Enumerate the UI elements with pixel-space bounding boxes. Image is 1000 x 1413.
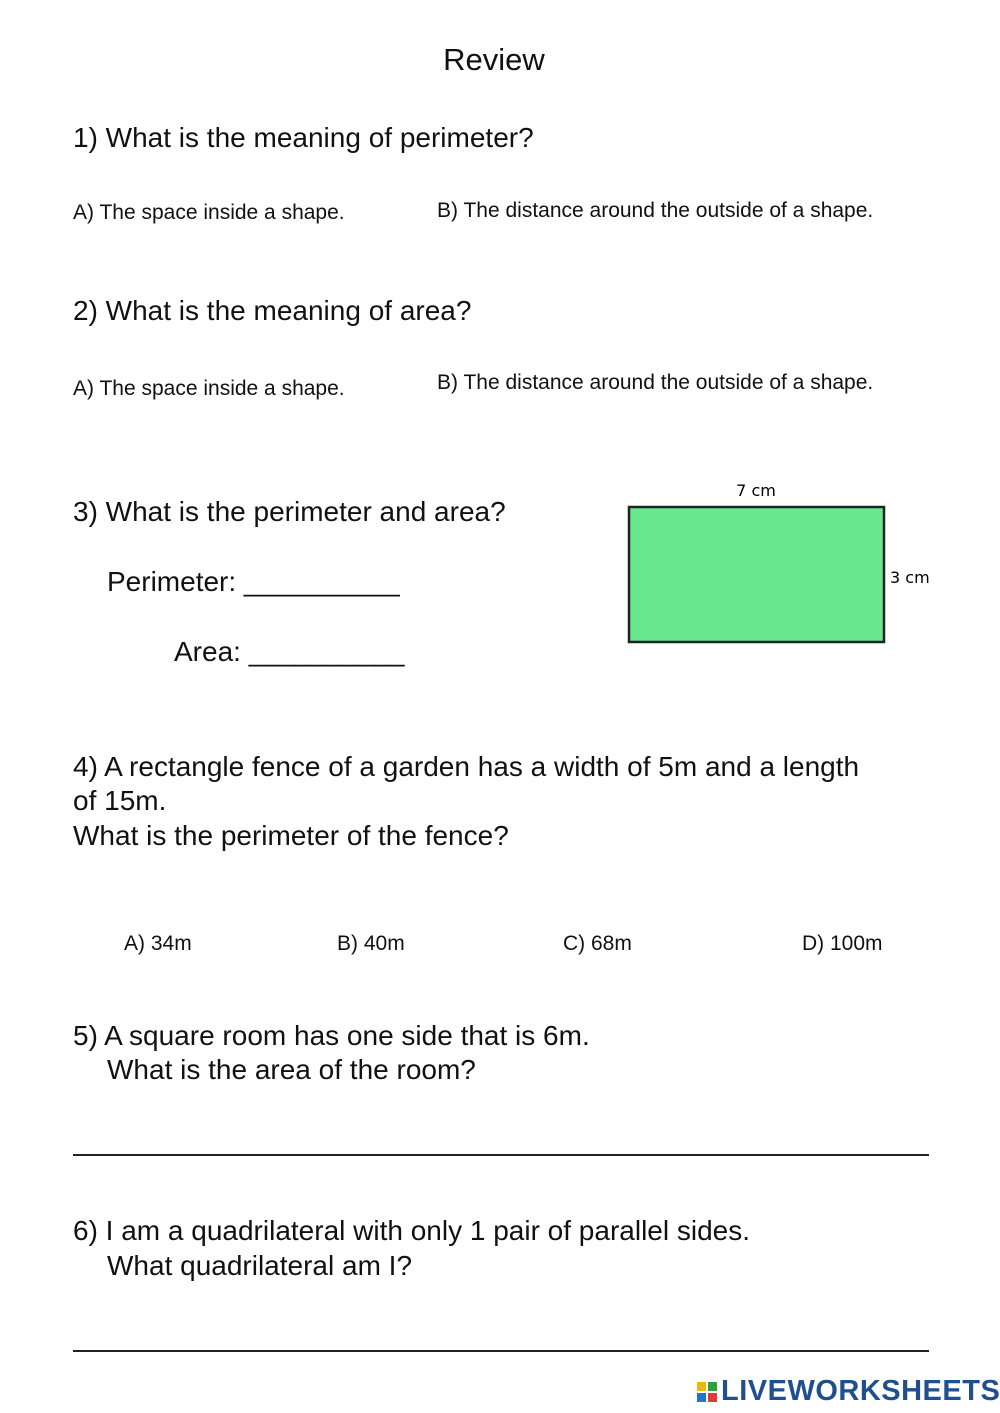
- question-4-line-3: What is the perimeter of the fence?: [73, 820, 509, 851]
- question-4-line-1: 4) A rectangle fence of a garden has a width of 5m and a length: [73, 751, 860, 782]
- q1-option-b[interactable]: B) The distance around the outside of a shape.: [437, 199, 874, 222]
- question-6-line-1: 6) I am a quadrilateral with only 1 pair of parallel sides.: [73, 1215, 751, 1246]
- q4-option-b[interactable]: B) 40m: [337, 932, 405, 955]
- question-1: 1) What is the meaning of perimeter?: [73, 122, 534, 153]
- q6-answer-line[interactable]: [73, 1350, 929, 1352]
- perimeter-answer-field[interactable]: Perimeter: __________: [107, 566, 400, 597]
- question-6-line-2: What quadrilateral am I?: [107, 1250, 413, 1281]
- question-5-line-1: 5) A square room has one side that is 6m.: [73, 1020, 590, 1051]
- rect-height-label: 3 cm: [890, 568, 930, 587]
- question-5-line-2: What is the area of the room?: [107, 1054, 476, 1085]
- q4-option-a[interactable]: A) 34m: [124, 932, 192, 955]
- q4-option-c[interactable]: C) 68m: [563, 932, 632, 955]
- page-title: Review: [443, 42, 545, 77]
- logo-text: LIVEWORKSHEETS: [721, 1375, 1000, 1407]
- q1-option-a[interactable]: A) The space inside a shape.: [73, 201, 345, 224]
- q4-option-d[interactable]: D) 100m: [802, 932, 883, 955]
- area-answer-field[interactable]: Area: __________: [174, 636, 405, 667]
- liveworksheets-logo-icon: [697, 1382, 717, 1402]
- liveworksheets-logo: [697, 1375, 1000, 1408]
- rectangle-diagram: [600, 470, 960, 660]
- question-4-line-2: of 15m.: [73, 785, 167, 816]
- q2-option-b[interactable]: B) The distance around the outside of a shape.: [437, 371, 874, 394]
- q2-option-a[interactable]: A) The space inside a shape.: [73, 377, 345, 400]
- q5-answer-line[interactable]: [73, 1154, 929, 1156]
- question-2: 2) What is the meaning of area?: [73, 295, 472, 326]
- rect-width-label: 7 cm: [736, 481, 776, 500]
- green-rectangle: [629, 507, 884, 642]
- question-3: 3) What is the perimeter and area?: [73, 496, 506, 527]
